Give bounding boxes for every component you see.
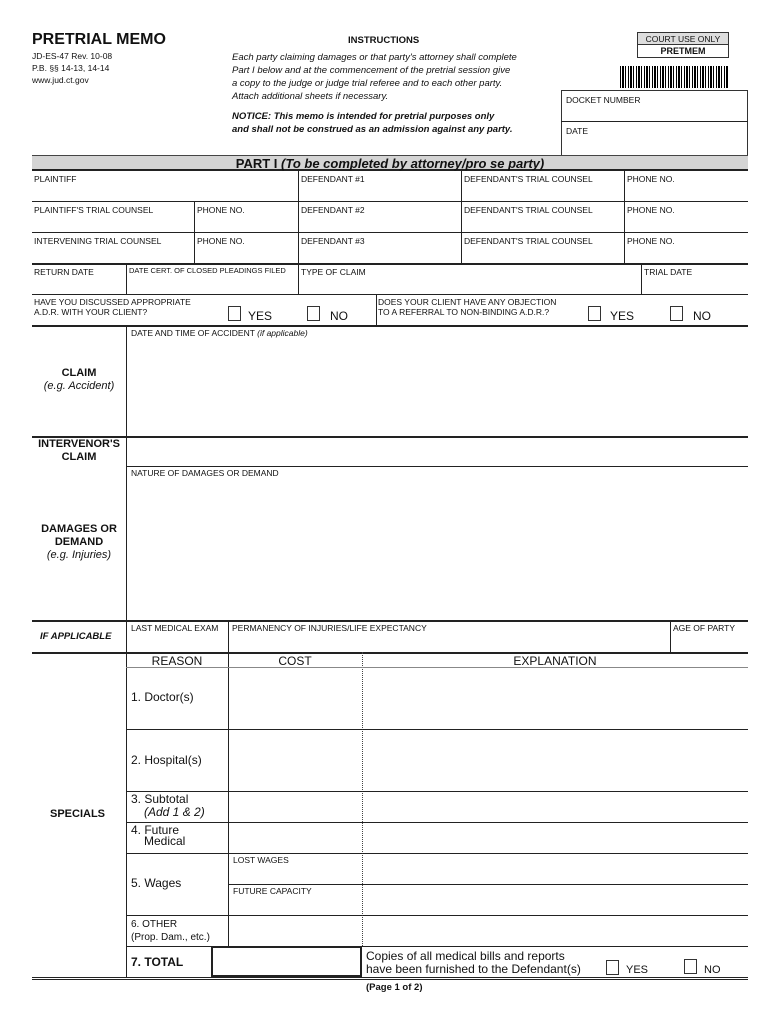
reason-header: REASON (151, 654, 203, 668)
intervenor-line: INTERVENOR'S (38, 438, 120, 450)
adr1-no-label: NO (330, 309, 348, 323)
date-cert-field[interactable]: DATE CERT. OF CLOSED PLEADINGS FILED (129, 266, 286, 275)
adr-q2-line: TO A REFERRAL TO NON-BINDING A.D.R.? (378, 307, 550, 317)
damages-label (32, 523, 126, 562)
future-line: 4. Future (131, 823, 180, 837)
subtotal-line: 3. Subtotal (131, 792, 189, 806)
copies-yes-checkbox[interactable] (606, 960, 619, 975)
accident-note: (if applicable) (257, 328, 308, 338)
plaintiff-phone-field[interactable]: PHONE NO. (197, 205, 245, 215)
adr-q2-line: DOES YOUR CLIENT HAVE ANY OBJECTION (378, 297, 557, 307)
specials-label: SPECIALS (50, 808, 106, 820)
defendant1-counsel-field[interactable]: DEFENDANT'S TRIAL COUNSEL (464, 174, 593, 184)
form-number: JD-ES-47 Rev. 10-08 (32, 51, 113, 61)
adr-q1-line: A.D.R. WITH YOUR CLIENT? (34, 307, 148, 317)
copies-line: Copies of all medical bills and reports (366, 949, 565, 963)
instruction-line: a copy to the judge or judge trial referee and to each other party. (232, 78, 503, 89)
website-link[interactable]: www.jud.ct.gov (32, 75, 89, 85)
defendant2-phone-field[interactable]: PHONE NO. (627, 205, 675, 215)
defendant1-phone-field[interactable]: PHONE NO. (627, 174, 675, 184)
adr-question-1 (34, 297, 191, 317)
notice-line: NOTICE: This memo is intended for pretrial purposes only (232, 111, 495, 122)
defendant3-field[interactable]: DEFENDANT #3 (301, 236, 365, 246)
adr1-yes-checkbox[interactable] (228, 306, 241, 321)
nature-of-damages-field[interactable]: NATURE OF DAMAGES OR DEMAND (131, 468, 279, 478)
intervenor-line: CLAIM (61, 451, 97, 463)
defendant2-counsel-field[interactable]: DEFENDANT'S TRIAL COUNSEL (464, 205, 593, 215)
instruction-line: Each party claiming damages or that party's attorney shall complete (232, 52, 517, 63)
defendant1-field[interactable]: DEFENDANT #1 (301, 174, 365, 184)
total-input[interactable] (211, 946, 362, 977)
hospital-row-label: 2. Hospital(s) (131, 753, 202, 767)
court-use-box (637, 32, 729, 58)
adr1-yes-label: YES (248, 309, 273, 323)
docket-number-label: DOCKET NUMBER (566, 95, 641, 105)
other-line: 6. OTHER (131, 919, 178, 930)
damages-line: DAMAGES OR (41, 523, 117, 535)
damages-example: (e.g. Injuries) (46, 549, 112, 561)
damages-line: DEMAND (54, 536, 104, 548)
last-medical-exam-field[interactable]: LAST MEDICAL EXAM (131, 623, 219, 633)
part1-subtitle: (To be completed by attorney/pro se party) (281, 156, 545, 171)
accident-date-field[interactable] (131, 328, 308, 338)
cost-header: COST (278, 654, 312, 668)
intervening-phone-field[interactable]: PHONE NO. (197, 236, 245, 246)
trial-date-field[interactable]: TRIAL DATE (644, 267, 693, 277)
total-row-label: 7. TOTAL (131, 955, 184, 969)
page-number: (Page 1 of 2) (366, 982, 423, 993)
permanency-field[interactable]: PERMANENCY OF INJURIES/LIFE EXPECTANCY (232, 623, 427, 633)
other-row-label (131, 918, 210, 944)
lost-wages-field[interactable]: LOST WAGES (233, 855, 289, 865)
practice-book-ref: P.B. §§ 14-13, 14-14 (32, 63, 110, 73)
accident-label: DATE AND TIME OF ACCIDENT (131, 328, 255, 338)
date-label: DATE (566, 126, 589, 136)
copies-yes-label: YES (626, 964, 649, 976)
part1-banner (32, 155, 748, 171)
intervenor-claim-label (32, 438, 126, 464)
copies-line: have been furnished to the Defendant(s) (366, 962, 581, 976)
court-use-label: COURT USE ONLY (638, 33, 728, 45)
form-title: PRETRIAL MEMO (32, 31, 166, 48)
adr-q1-line: HAVE YOU DISCUSSED APPROPRIATE (34, 297, 191, 307)
return-date-field[interactable]: RETURN DATE (34, 267, 94, 277)
plaintiff-counsel-field[interactable]: PLAINTIFF'S TRIAL COUNSEL (34, 205, 154, 215)
adr2-no-label: NO (693, 309, 711, 323)
other-line: (Prop. Dam., etc.) (131, 932, 210, 943)
intervening-counsel-field[interactable]: INTERVENING TRIAL COUNSEL (34, 236, 162, 246)
instructions-text (232, 51, 517, 103)
defendant3-counsel-field[interactable]: DEFENDANT'S TRIAL COUNSEL (464, 236, 593, 246)
future-medical-row-label (131, 825, 185, 847)
instructions-heading: INSTRUCTIONS (348, 35, 420, 46)
claim-label (32, 367, 126, 393)
notice-line: and shall not be construed as an admission against any party. (232, 124, 513, 135)
subtotal-note: (Add 1 & 2) (144, 805, 205, 819)
adr2-no-checkbox[interactable] (670, 306, 683, 321)
claim-example: (e.g. Accident) (43, 380, 115, 392)
adr2-yes-checkbox[interactable] (588, 306, 601, 321)
defendant2-field[interactable]: DEFENDANT #2 (301, 205, 365, 215)
copies-statement (366, 950, 581, 976)
defendant3-phone-field[interactable]: PHONE NO. (627, 236, 675, 246)
notice-text (232, 110, 513, 136)
claim-title: CLAIM (61, 367, 97, 379)
doctor-row-label: 1. Doctor(s) (131, 690, 194, 704)
bottom-rule (32, 977, 748, 980)
explanation-header: EXPLANATION (513, 654, 597, 668)
subtotal-row-label (131, 793, 205, 819)
if-applicable-label: IF APPLICABLE (40, 631, 112, 642)
instruction-line: Attach additional sheets if necessary. (232, 91, 389, 102)
wages-row-label: 5. Wages (131, 876, 182, 890)
future-line: Medical (144, 834, 186, 848)
plaintiff-field[interactable]: PLAINTIFF (34, 174, 77, 184)
form-code: PRETMEM (660, 46, 706, 56)
adr1-no-checkbox[interactable] (307, 306, 320, 321)
adr2-yes-label: YES (610, 309, 635, 323)
adr-question-2 (378, 297, 556, 317)
barcode-image (620, 66, 729, 88)
copies-no-checkbox[interactable] (684, 959, 697, 974)
future-capacity-field[interactable]: FUTURE CAPACITY (233, 886, 312, 896)
type-of-claim-field[interactable]: TYPE OF CLAIM (301, 267, 366, 277)
instruction-line: Part I below and at the commencement of the pretrial session give (232, 65, 511, 76)
part1-title: PART I (235, 156, 278, 171)
copies-no-label: NO (704, 964, 721, 976)
age-of-party-field[interactable]: AGE OF PARTY (673, 623, 736, 633)
